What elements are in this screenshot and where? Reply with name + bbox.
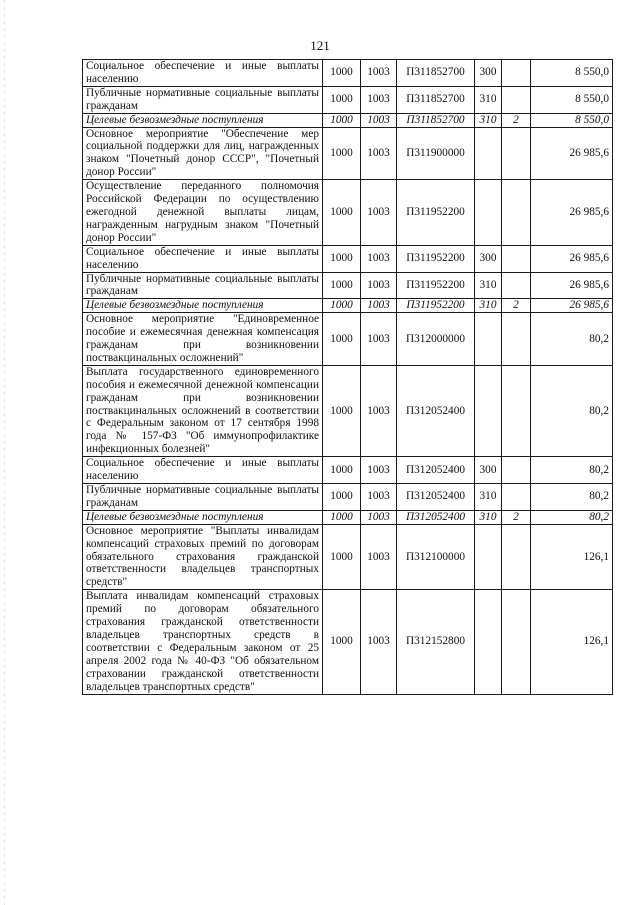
row-target-article: П312052400 [397, 484, 475, 511]
row-section-code: 1000 [323, 590, 361, 694]
row-name: Осуществление переданного полномочия Российской Федерации по осуществлению ежегодной денежной выплаты лицам, награжденным нагрудным знаком "Почетный донор России" [83, 180, 323, 246]
row-expense-type: 310 [475, 86, 502, 113]
row-source-code [502, 524, 531, 590]
row-sum: 26 985,6 [531, 245, 613, 272]
row-subsection-code: 1003 [361, 590, 397, 694]
row-target-article: П311952200 [397, 299, 475, 313]
row-section-code: 1000 [323, 365, 361, 456]
row-name: Основное мероприятие "Обеспечение мер социальной поддержки для лиц, награжденных знаком "Почетный донор СССР", "Почетный донор России" [83, 127, 323, 180]
row-subsection-code: 1003 [361, 60, 397, 87]
row-section-code: 1000 [323, 86, 361, 113]
row-source-code: 2 [502, 299, 531, 313]
row-subsection-code: 1003 [361, 86, 397, 113]
row-name: Целевые безвозмездные поступления [83, 113, 323, 127]
row-expense-type [475, 313, 502, 366]
row-target-article: П311852700 [397, 60, 475, 87]
row-source-code [502, 365, 531, 456]
row-expense-type: 300 [475, 60, 502, 87]
row-subsection-code: 1003 [361, 524, 397, 590]
row-source-code [502, 180, 531, 246]
row-expense-type [475, 180, 502, 246]
budget-table [82, 59, 613, 695]
row-sum: 8 550,0 [531, 60, 613, 87]
row-subsection-code: 1003 [361, 180, 397, 246]
row-section-code: 1000 [323, 299, 361, 313]
row-sum: 126,1 [531, 590, 613, 694]
row-expense-type: 310 [475, 484, 502, 511]
row-subsection-code: 1003 [361, 313, 397, 366]
row-sum: 8 550,0 [531, 113, 613, 127]
row-target-article: П312000000 [397, 313, 475, 366]
row-subsection-code: 1003 [361, 299, 397, 313]
row-name: Целевые безвозмездные поступления [83, 299, 323, 313]
row-source-code [502, 484, 531, 511]
row-subsection-code: 1003 [361, 365, 397, 456]
row-sum: 26 985,6 [531, 272, 613, 299]
row-name: Социальное обеспечение и иные выплаты населению [83, 457, 323, 484]
row-sum: 26 985,6 [531, 127, 613, 180]
row-source-code [502, 86, 531, 113]
row-subsection-code: 1003 [361, 127, 397, 180]
row-expense-type: 310 [475, 299, 502, 313]
table-row [83, 180, 613, 246]
row-section-code: 1000 [323, 484, 361, 511]
row-sum: 80,2 [531, 484, 613, 511]
table-row [83, 524, 613, 590]
row-target-article: П311952200 [397, 272, 475, 299]
row-name: Основное мероприятие "Выплаты инвалидам компенсаций страховых премий по договорам обязательного страхования гражданской ответственности владельцев транспортных средств" [83, 524, 323, 590]
row-section-code: 1000 [323, 510, 361, 524]
row-expense-type [475, 590, 502, 694]
row-subsection-code: 1003 [361, 245, 397, 272]
row-sum: 80,2 [531, 457, 613, 484]
row-expense-type [475, 524, 502, 590]
row-sum: 26 985,6 [531, 180, 613, 246]
row-section-code: 1000 [323, 457, 361, 484]
table-row [83, 365, 613, 456]
row-source-code [502, 590, 531, 694]
row-expense-type: 300 [475, 245, 502, 272]
row-name: Целевые безвозмездные поступления [83, 510, 323, 524]
row-source-code [502, 272, 531, 299]
row-name: Социальное обеспечение и иные выплаты населению [83, 245, 323, 272]
row-name: Публичные нормативные социальные выплаты гражданам [83, 272, 323, 299]
row-source-code [502, 457, 531, 484]
row-name: Публичные нормативные социальные выплаты гражданам [83, 86, 323, 113]
row-expense-type: 310 [475, 510, 502, 524]
row-subsection-code: 1003 [361, 113, 397, 127]
table-row [83, 590, 613, 694]
row-expense-type [475, 127, 502, 180]
row-target-article: П312100000 [397, 524, 475, 590]
row-section-code: 1000 [323, 180, 361, 246]
row-target-article: П311852700 [397, 86, 475, 113]
row-source-code [502, 245, 531, 272]
row-name: Выплата государственного единовременного пособия и ежемесячной денежной компенсации гражданам при возникновении поствакцинальных осложнений в соответствии с Федеральным законом от 17 сентября 1998 года № 157-ФЗ "Об иммунопрофилактике инфекционных болезней" [83, 365, 323, 456]
table-body [83, 60, 613, 695]
row-subsection-code: 1003 [361, 484, 397, 511]
row-target-article: П312052400 [397, 457, 475, 484]
row-section-code: 1000 [323, 60, 361, 87]
row-target-article: П311952200 [397, 245, 475, 272]
row-sum: 80,2 [531, 510, 613, 524]
row-subsection-code: 1003 [361, 272, 397, 299]
row-sum: 80,2 [531, 365, 613, 456]
table-row [83, 457, 613, 484]
row-sum: 8 550,0 [531, 86, 613, 113]
row-sum: 126,1 [531, 524, 613, 590]
row-sum: 80,2 [531, 313, 613, 366]
row-expense-type: 310 [475, 272, 502, 299]
row-source-code [502, 127, 531, 180]
table-row [83, 510, 613, 524]
row-subsection-code: 1003 [361, 457, 397, 484]
table-row [83, 272, 613, 299]
table-row [83, 313, 613, 366]
row-source-code: 2 [502, 113, 531, 127]
row-expense-type: 300 [475, 457, 502, 484]
row-section-code: 1000 [323, 313, 361, 366]
row-source-code [502, 60, 531, 87]
table-row [83, 127, 613, 180]
row-target-article: П312152800 [397, 590, 475, 694]
table-row [83, 245, 613, 272]
row-target-article: П311952200 [397, 180, 475, 246]
row-expense-type [475, 365, 502, 456]
table-row [83, 299, 613, 313]
row-section-code: 1000 [323, 272, 361, 299]
page-number: 121 [310, 38, 330, 53]
row-target-article: П312052400 [397, 510, 475, 524]
row-section-code: 1000 [323, 113, 361, 127]
table-row [83, 86, 613, 113]
row-section-code: 1000 [323, 127, 361, 180]
row-expense-type: 310 [475, 113, 502, 127]
table-row [83, 113, 613, 127]
row-target-article: П311900000 [397, 127, 475, 180]
row-source-code [502, 313, 531, 366]
row-section-code: 1000 [323, 245, 361, 272]
row-name: Социальное обеспечение и иные выплаты населению [83, 60, 323, 87]
row-name: Основное мероприятие "Единовременное пособие и ежемесячная денежная компенсация гражданам при возникновении поствакцинальных осложнений" [83, 313, 323, 366]
row-name: Публичные нормативные социальные выплаты гражданам [83, 484, 323, 511]
row-subsection-code: 1003 [361, 510, 397, 524]
row-name: Выплата инвалидам компенсаций страховых премий по договорам обязательного страхования гражданской ответственности владельцев транспортных средств в соответствии с Федеральным законом от 25 апреля 2002 года № 40-ФЗ "Об обязательном страховании гражданской ответственности владельцев транспортных средств" [83, 590, 323, 694]
row-source-code: 2 [502, 510, 531, 524]
table-row [83, 484, 613, 511]
row-section-code: 1000 [323, 524, 361, 590]
table-row [83, 60, 613, 87]
row-sum: 26 985,6 [531, 299, 613, 313]
row-target-article: П312052400 [397, 365, 475, 456]
scan-edge-artifact [4, 0, 5, 905]
row-target-article: П311852700 [397, 113, 475, 127]
